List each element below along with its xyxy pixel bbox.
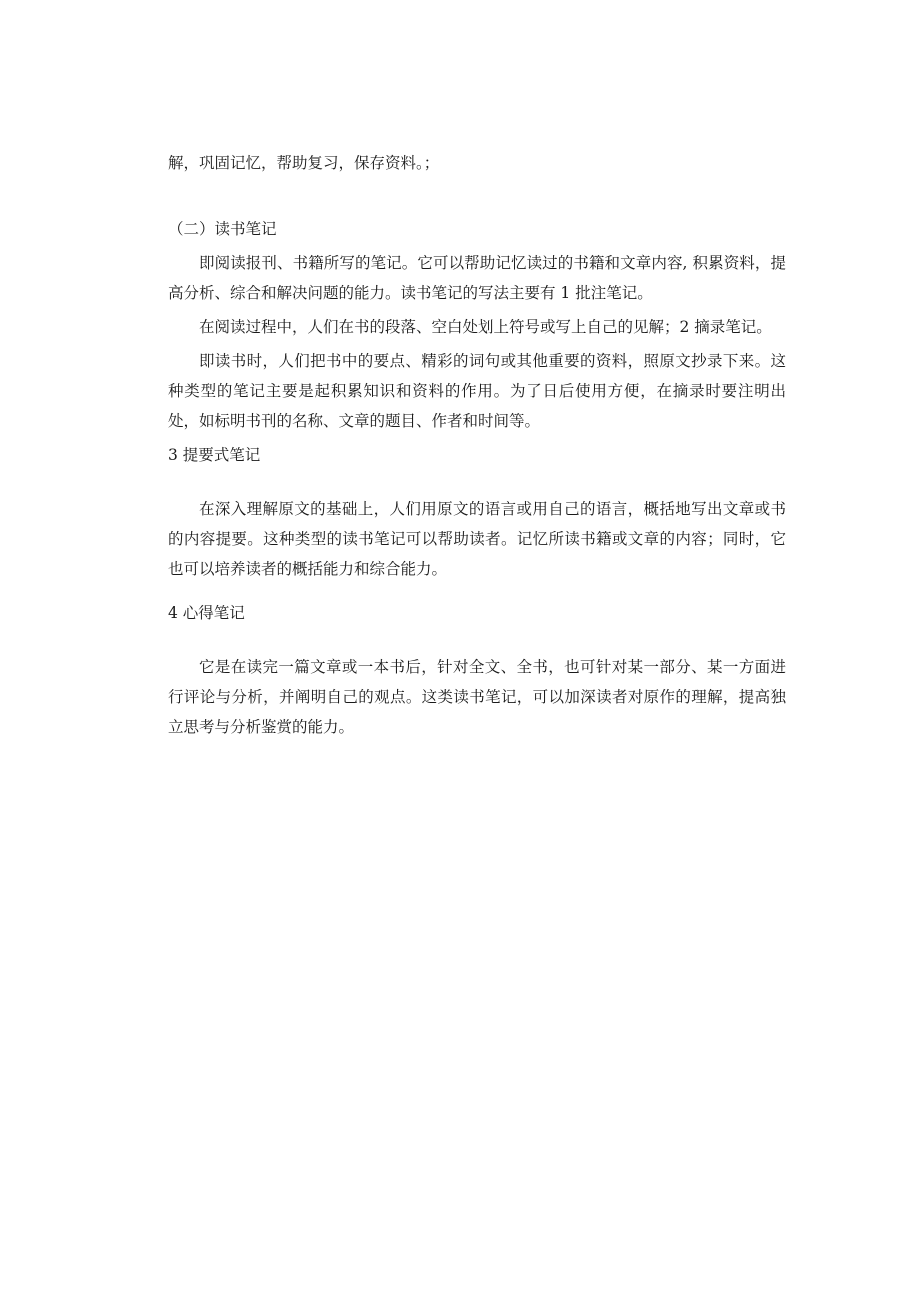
reading-notes-paragraph-1: 即阅读报刊、书籍所写的笔记。它可以帮助记忆读过的书籍和文章内容, 积累资料，提高分析、综合和解决问题的能力。读书笔记的写法主要有 1 批注笔记。: [168, 254, 786, 302]
document-body: [168, 148, 786, 742]
reading-notes-paragraph-3: 即读书时，人们把书中的要点、精彩的词句或其他重要的资料，照原文抄录下来。这种类型的笔记主要是起积累知识和资料的作用。为了日后使用方便，在摘录时要注明出处，如标明书刊的名称、文章的题目、作者和时间等。: [168, 352, 786, 430]
reflection-notes-paragraph: 它是在读完一篇文章或一本书后，针对全文、全书，也可针对某一部分、某一方面进行评论与分析，并阐明自己的观点。这类读书笔记，可以加深读者对原作的理解，提高独立思考与分析鉴赏的能力。: [168, 658, 786, 736]
section-heading-reading-notes: （二）读书笔记: [168, 220, 277, 238]
section-heading-summary-notes: 3 提要式笔记: [168, 446, 261, 464]
summary-notes-paragraph: 在深入理解原文的基础上，人们用原文的语言或用自己的语言，概括地写出文章或书的内容提要。这种类型的读书笔记可以帮助读者。记忆所读书籍或文章的内容；同时，它也可以培养读者的概括能力和综合能力。: [168, 500, 786, 578]
continuation-paragraph: 解，巩固记忆，帮助复习，保存资料。；: [168, 154, 440, 172]
reading-notes-paragraph-2: 在阅读过程中，人们在书的段落、空白处划上符号或写上自己的见解；2 摘录笔记。: [199, 318, 772, 336]
section-heading-reflection-notes: 4 心得笔记: [168, 604, 245, 622]
